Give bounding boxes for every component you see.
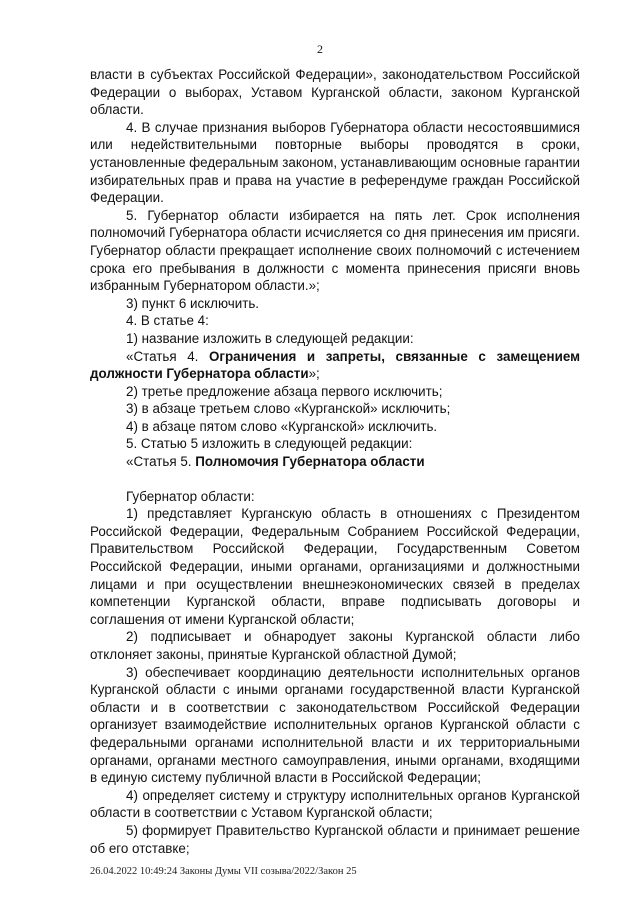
article-label: «Статья 5. xyxy=(126,454,196,470)
document-footer: 26.04.2022 10:49:24 Законы Думы VII созыва/2022/Закон 25 xyxy=(90,866,357,877)
paragraph: 2) третье предложение абзаца первого исключить; xyxy=(126,383,443,399)
paragraph: 4) в абзаце пятом слово «Курганской» исключить. xyxy=(126,418,438,434)
paragraph: 2) подписывает и обнародует законы Курганской области либо отклоняет законы, принятые Курганской областной Думой; xyxy=(90,629,580,662)
paragraph: 1) название изложить в следующей редакции: xyxy=(126,330,414,346)
paragraph: 4. В случае признания выборов Губернатора области несостоявшимися или недействительными повторные выборы проводятся в сроки, установленные федеральным законом, устанавливающим основные гарантии избирательных прав и права на участие в референдуме граждан Российской Федерации. xyxy=(90,119,580,206)
paragraph: 1) представляет Курганскую область в отношениях с Президентом Российской Федерации, Федеральным Собранием Российской Федерации, Правительством Российской Федерации, Государственным Советом Российской Федерации, иными органами, организациями и должностными лицами и при осуществлении внешнеэкономических связей в пределах компетенции Курганской области, вправе подписывать договоры и соглашения от имени Курганской области; xyxy=(90,506,580,627)
paragraph: власти в субъектах Российской Федерации», законодательством Российской Федерации о выборах, Уставом Курганской области, законом Курганской области. xyxy=(90,67,580,118)
paragraph: 5. Статью 5 изложить в следующей редакции: xyxy=(126,436,413,452)
document-body xyxy=(90,66,580,857)
paragraph: 3) в абзаце третьем слово «Курганской» исключить; xyxy=(126,401,451,417)
article-suffix: »; xyxy=(308,366,320,382)
paragraph: 5. Губернатор области избирается на пять лет. Срок исполнения полномочий Губернатора области исчисляется со дня принесения им присяги. Губернатор области прекращает исполнение своих полномочий с истечением срока его пребывания в должности с момента принесения присяги вновь избранным Губернатором области.»; xyxy=(90,207,580,294)
paragraph: 4. В статье 4: xyxy=(126,313,209,329)
article-4-heading xyxy=(90,348,580,383)
paragraph: 5) формирует Правительство Курганской области и принимает решение об его отставке; xyxy=(90,822,580,856)
page-number: 2 xyxy=(317,42,323,56)
article-title: Ограничения и запреты, связанные с замещением должности Губернатора области xyxy=(90,348,580,382)
paragraph: 3) пункт 6 исключить. xyxy=(126,295,260,311)
article-label: «Статья 4. xyxy=(126,348,209,364)
paragraph: Губернатор области: xyxy=(126,488,255,504)
article-5-heading xyxy=(90,453,580,471)
paragraph: 4) определяет систему и структуру исполнительных органов Курганской области в соответствии с Уставом Курганской области; xyxy=(90,787,580,821)
article-title: Полномочия Губернатора области xyxy=(195,454,425,470)
paragraph: 3) обеспечивает координацию деятельности исполнительных органов Курганской области с иными органами государственной власти Курганской области и в соответствии с законодательством Российской Федерации организует взаимодействие исполнительных органов Курганской области с федеральными органами исполнительной власти и их территориальными органами, органами местного самоуправления, иными органами, входящими в единую систему публичной власти в Российской Федерации; xyxy=(90,664,580,786)
